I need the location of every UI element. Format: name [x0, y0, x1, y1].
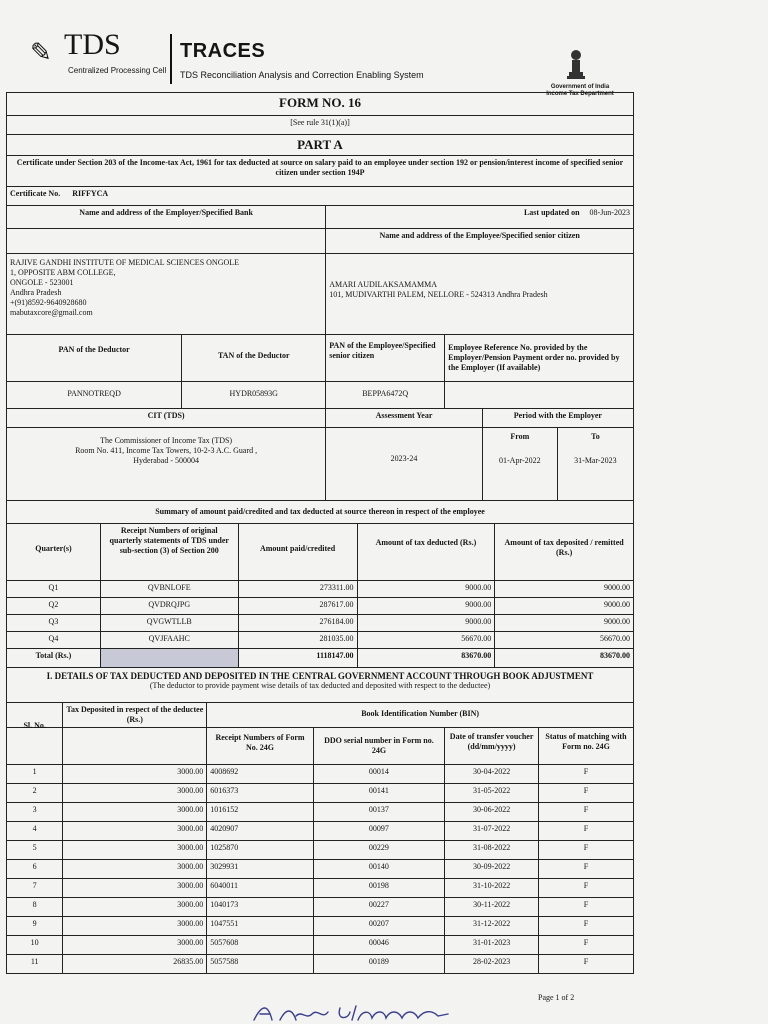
- summary-row: [7, 615, 633, 632]
- details-row: [7, 936, 633, 955]
- employee-header-cell: [326, 206, 633, 228]
- details-date: 31-12-2022: [445, 917, 539, 935]
- summary-paid: 281035.00: [239, 632, 358, 648]
- period-from-value: 01-Apr-2022: [499, 456, 541, 465]
- summary-row: [7, 632, 633, 649]
- last-updated: [524, 208, 630, 218]
- summary-title: Summary of amount paid/credited and tax deducted at source thereon in respect of the employee: [155, 507, 485, 516]
- details-header-tax-filler: [63, 728, 207, 764]
- employee-header-row: [7, 229, 633, 254]
- rule-label: [See rule 31(1)(a)]: [290, 118, 350, 127]
- details-status: F: [583, 767, 589, 776]
- details-tax: 3000.00: [63, 936, 207, 954]
- summary-receipt: QVBNLOFE: [101, 581, 239, 597]
- cit-line-3: Hyderabad - 500004: [133, 456, 199, 465]
- details-ddo: 00229: [314, 841, 445, 859]
- certificate-no-value: RIFFYCA: [72, 189, 109, 198]
- details-ddo: 00141: [314, 784, 445, 802]
- employer-line-3: ONGOLE - 523001: [10, 278, 74, 287]
- details-ddo: 00189: [314, 955, 445, 973]
- logo-divider: [170, 34, 172, 84]
- employer-line-2: 1, OPPOSITE ABM COLLEGE,: [10, 268, 116, 277]
- period-to-label: To: [591, 432, 600, 441]
- employer-address: [7, 254, 326, 334]
- details-title-cell: [7, 668, 633, 702]
- summary-deducted: 56670.00: [358, 632, 496, 648]
- page-header: [30, 30, 630, 96]
- details-slno: 7: [7, 879, 63, 897]
- details-tax: 3000.00: [63, 784, 207, 802]
- details-ddo: 00140: [314, 860, 445, 878]
- details-receipt: 1016152: [207, 803, 313, 821]
- cit-label: CIT (TDS): [7, 409, 326, 427]
- details-tax: 3000.00: [63, 841, 207, 859]
- details-title: I. DETAILS OF TAX DEDUCTED AND DEPOSITED IN THE CENTRAL GOVERNMENT ACCOUNT THROUGH BOOK ADJUSTMENT: [46, 671, 594, 681]
- details-slno: 4: [7, 822, 63, 840]
- summary-header-paid: Amount paid/credited: [239, 524, 358, 580]
- part-row: [7, 135, 633, 156]
- summary-deposited: 9000.00: [603, 583, 630, 592]
- details-date: 31-01-2023: [445, 936, 539, 954]
- parties-address-row: [7, 254, 633, 335]
- details-receipt: 5057588: [207, 955, 313, 973]
- details-ddo: 00137: [314, 803, 445, 821]
- summary-row: [7, 598, 633, 615]
- details-receipt: 4020907: [207, 822, 313, 840]
- employer-header: Name and address of the Employer/Specified Bank: [7, 206, 326, 228]
- details-row: [7, 784, 633, 803]
- summary-paid: 287617.00: [239, 598, 358, 614]
- parties-header-row: [7, 206, 633, 229]
- employer-line-1: RAJIVE GANDHI INSTITUTE OF MEDICAL SCIENCES ONGOLE: [10, 258, 240, 267]
- summary-total-paid: 1118147.00: [239, 649, 358, 667]
- details-receipt: 3029931: [207, 860, 313, 878]
- employer-line-4: Andhra Pradesh: [10, 288, 62, 297]
- details-title-row: [7, 668, 633, 703]
- details-status: F: [583, 957, 589, 966]
- summary-total-label: Total (Rs.): [7, 649, 101, 667]
- details-subheader-row: [7, 728, 633, 765]
- details-header-date: Date of transfer voucher (dd/mm/yyyy): [445, 728, 539, 764]
- details-slno: 5: [7, 841, 63, 859]
- ids-value-row: [7, 382, 633, 409]
- summary-quarter: Q4: [7, 632, 101, 648]
- details-tax: 3000.00: [63, 822, 207, 840]
- details-tax: 3000.00: [63, 860, 207, 878]
- period-label: Period with the Employer: [513, 411, 602, 420]
- employer-line-6: mabutaxcore@gmail.com: [10, 308, 93, 317]
- form-title-row: [7, 93, 633, 116]
- details-status: F: [583, 938, 589, 947]
- summary-total-receipt-blank: [101, 649, 239, 667]
- details-receipt: 4008692: [207, 765, 313, 783]
- summary-total-deducted: 83670.00: [358, 649, 496, 667]
- details-tax: 3000.00: [63, 803, 207, 821]
- details-status: F: [583, 843, 589, 852]
- details-row: [7, 917, 633, 936]
- summary-quarter: Q2: [7, 598, 101, 614]
- employee-line-2: 101, MUDIVARTHI PALEM, NELLORE - 524313 Andhra Pradesh: [329, 290, 548, 299]
- traces-title: TRACES: [180, 40, 266, 62]
- summary-receipt: QVGWTLLB: [101, 615, 239, 631]
- period-to-cell: [558, 428, 633, 500]
- details-row: [7, 765, 633, 784]
- details-ddo: 00014: [314, 765, 445, 783]
- summary-header-receipt: Receipt Numbers of original quarterly statements of TDS under sub-section (3) of Section 200: [101, 524, 239, 580]
- details-date: 30-06-2022: [445, 803, 539, 821]
- details-date: 31-10-2022: [445, 879, 539, 897]
- details-row: [7, 955, 633, 973]
- certificate-number-cell: [7, 187, 633, 205]
- details-receipt: 5057608: [207, 936, 313, 954]
- details-slno: 1: [7, 765, 63, 783]
- details-row: [7, 898, 633, 917]
- national-emblem-icon: [566, 48, 586, 82]
- summary-quarter: Q1: [7, 581, 101, 597]
- details-status: F: [583, 919, 589, 928]
- details-ddo: 00097: [314, 822, 445, 840]
- tds-subtitle: Centralized Processing Cell: [68, 66, 167, 75]
- govt-line-1: Government of India: [550, 84, 610, 90]
- details-date: 31-08-2022: [445, 841, 539, 859]
- last-updated-label: Last updated on: [523, 208, 580, 217]
- details-slno: 11: [7, 955, 63, 973]
- details-header-slno-filler: [7, 728, 63, 764]
- details-receipt: 1047551: [207, 917, 313, 935]
- cit-header-row: [7, 409, 633, 428]
- details-slno: 8: [7, 898, 63, 916]
- details-ddo: 00207: [314, 917, 445, 935]
- last-updated-value: 08-Jun-2023: [589, 208, 630, 217]
- employee-line-1: AMARI AUDILAKSAMAMMA: [329, 280, 438, 289]
- period-from-label: From: [510, 432, 530, 441]
- certificate-no-label: Certificate No.: [10, 189, 61, 198]
- certificate-number-row: [7, 187, 633, 206]
- details-row: [7, 841, 633, 860]
- details-date: 31-07-2022: [445, 822, 539, 840]
- traces-subtitle: TDS Reconciliation Analysis and Correction Enabling System: [180, 70, 424, 80]
- cit-address: [7, 428, 326, 500]
- details-status: F: [583, 805, 589, 814]
- pan-employee-label: PAN of the Employee/Specified senior citizen: [326, 335, 445, 381]
- summary-deposited: 9000.00: [603, 617, 630, 626]
- details-status: F: [583, 900, 589, 909]
- summary-receipt: QVJFAAHC: [101, 632, 239, 648]
- details-date: 30-11-2022: [445, 898, 539, 916]
- details-slno: 2: [7, 784, 63, 802]
- details-slno: 6: [7, 860, 63, 878]
- summary-total-deposited: 83670.00: [599, 651, 630, 660]
- ids-label-row: [7, 335, 633, 382]
- details-slno: 10: [7, 936, 63, 954]
- details-slno: 9: [7, 917, 63, 935]
- summary-header-deducted: Amount of tax deducted (Rs.): [358, 524, 496, 580]
- cit-line-2: Room No. 411, Income Tax Towers, 10-2-3 A.C. Guard ,: [75, 446, 258, 455]
- details-bin-header-row: [7, 703, 633, 728]
- summary-header-quarter: Quarter(s): [7, 524, 101, 580]
- details-header-tax: Tax Deposited in respect of the deductee (Rs.): [63, 703, 207, 727]
- emp-ref-label: Employee Reference No. provided by the Employer/Pension Payment order no. provided by the Employer (If available): [448, 343, 620, 372]
- summary-paid: 276184.00: [239, 615, 358, 631]
- summary-deposited: 56670.00: [599, 634, 630, 643]
- emp-ref-value: [445, 382, 633, 408]
- summary-deposited: 9000.00: [603, 600, 630, 609]
- details-header-bin: Book Identification Number (BIN): [361, 709, 480, 718]
- details-receipt: 6016373: [207, 784, 313, 802]
- employee-address: [326, 254, 633, 334]
- page-number: Page 1 of 2: [538, 993, 575, 1002]
- employee-header: Name and address of the Employee/Specified senior citizen: [379, 231, 580, 240]
- form-title: FORM NO. 16: [279, 95, 361, 110]
- summary-deducted: 9000.00: [358, 581, 496, 597]
- details-tax: 26835.00: [63, 955, 207, 973]
- pan-deductor-value: PANNOTREQD: [7, 382, 182, 408]
- details-row: [7, 860, 633, 879]
- govt-line-2: Income Tax Department: [546, 91, 614, 97]
- summary-header-row: [7, 524, 633, 581]
- employer-line-5: +(91)8592-9640928680: [10, 298, 87, 307]
- details-receipt: 6040011: [207, 879, 313, 897]
- summary-deducted: 9000.00: [358, 598, 496, 614]
- details-header-slno: Sl. No.: [7, 703, 63, 727]
- summary-receipt: QVDRQJPG: [101, 598, 239, 614]
- details-row: [7, 822, 633, 841]
- details-slno: 3: [7, 803, 63, 821]
- details-ddo: 00227: [314, 898, 445, 916]
- certificate-statement-row: [7, 156, 633, 187]
- period-values: [483, 428, 633, 500]
- assessment-year-label: Assessment Year: [326, 409, 483, 427]
- details-tax: 3000.00: [63, 765, 207, 783]
- details-ddo: 00198: [314, 879, 445, 897]
- summary-header-deposited: Amount of tax deposited / remitted (Rs.): [504, 538, 624, 557]
- pan-employee-value: BEPPA6472Q: [326, 382, 445, 408]
- details-row: [7, 879, 633, 898]
- details-header-receipt: Receipt Numbers of Form No. 24G: [207, 728, 313, 764]
- summary-quarter: Q3: [7, 615, 101, 631]
- part-label: PART A: [297, 137, 343, 152]
- details-status: F: [583, 786, 589, 795]
- details-header-ddo: DDO serial number in Form no. 24G: [314, 728, 445, 764]
- details-tax: 3000.00: [63, 917, 207, 935]
- details-date: 31-05-2022: [445, 784, 539, 802]
- summary-deducted: 9000.00: [358, 615, 496, 631]
- rule-row: [7, 116, 633, 135]
- handwritten-signature: [252, 1002, 472, 1024]
- details-status: F: [583, 881, 589, 890]
- details-ddo: 00046: [314, 936, 445, 954]
- details-tax: 3000.00: [63, 898, 207, 916]
- details-receipt: 1040173: [207, 898, 313, 916]
- pan-deductor-label: PAN of the Deductor: [7, 335, 182, 381]
- details-date: 30-09-2022: [445, 860, 539, 878]
- tds-logo: [30, 30, 170, 90]
- employer-header-filler: [7, 229, 326, 253]
- cit-details-row: [7, 428, 633, 501]
- details-header-status: Status of matching with Form no. 24G: [545, 732, 627, 751]
- period-from-cell: [483, 428, 558, 500]
- tan-deductor-value: HYDR05893G: [182, 382, 326, 408]
- details-tax: 3000.00: [63, 879, 207, 897]
- form16-table: [6, 92, 634, 974]
- certificate-statement: Certificate under Section 203 of the Income-tax Act, 1961 for tax deducted at source on salary paid to an employee under section 192 or pension/interest income of specified senior citizen under section 194P: [16, 158, 624, 177]
- summary-total-row: [7, 649, 633, 668]
- details-status: F: [583, 862, 589, 871]
- details-row: [7, 803, 633, 822]
- tds-swoosh-icon: ✎: [30, 38, 52, 68]
- details-subtitle: (The deductor to provide payment wise details of tax deducted and deposited with respect to the deductee): [149, 681, 491, 690]
- details-receipt: 1025870: [207, 841, 313, 859]
- summary-title-row: [7, 501, 633, 524]
- summary-row: [7, 581, 633, 598]
- tan-deductor-label: TAN of the Deductor: [182, 335, 326, 381]
- summary-paid: 273311.00: [239, 581, 358, 597]
- details-date: 28-02-2023: [445, 955, 539, 973]
- details-status: F: [583, 824, 589, 833]
- assessment-year-value: 2023-24: [326, 428, 483, 500]
- details-date: 30-04-2022: [445, 765, 539, 783]
- period-to-value: 31-Mar-2023: [574, 456, 617, 465]
- cit-line-1: The Commissioner of Income Tax (TDS): [100, 436, 233, 445]
- tds-logo-text: TDS: [64, 28, 121, 61]
